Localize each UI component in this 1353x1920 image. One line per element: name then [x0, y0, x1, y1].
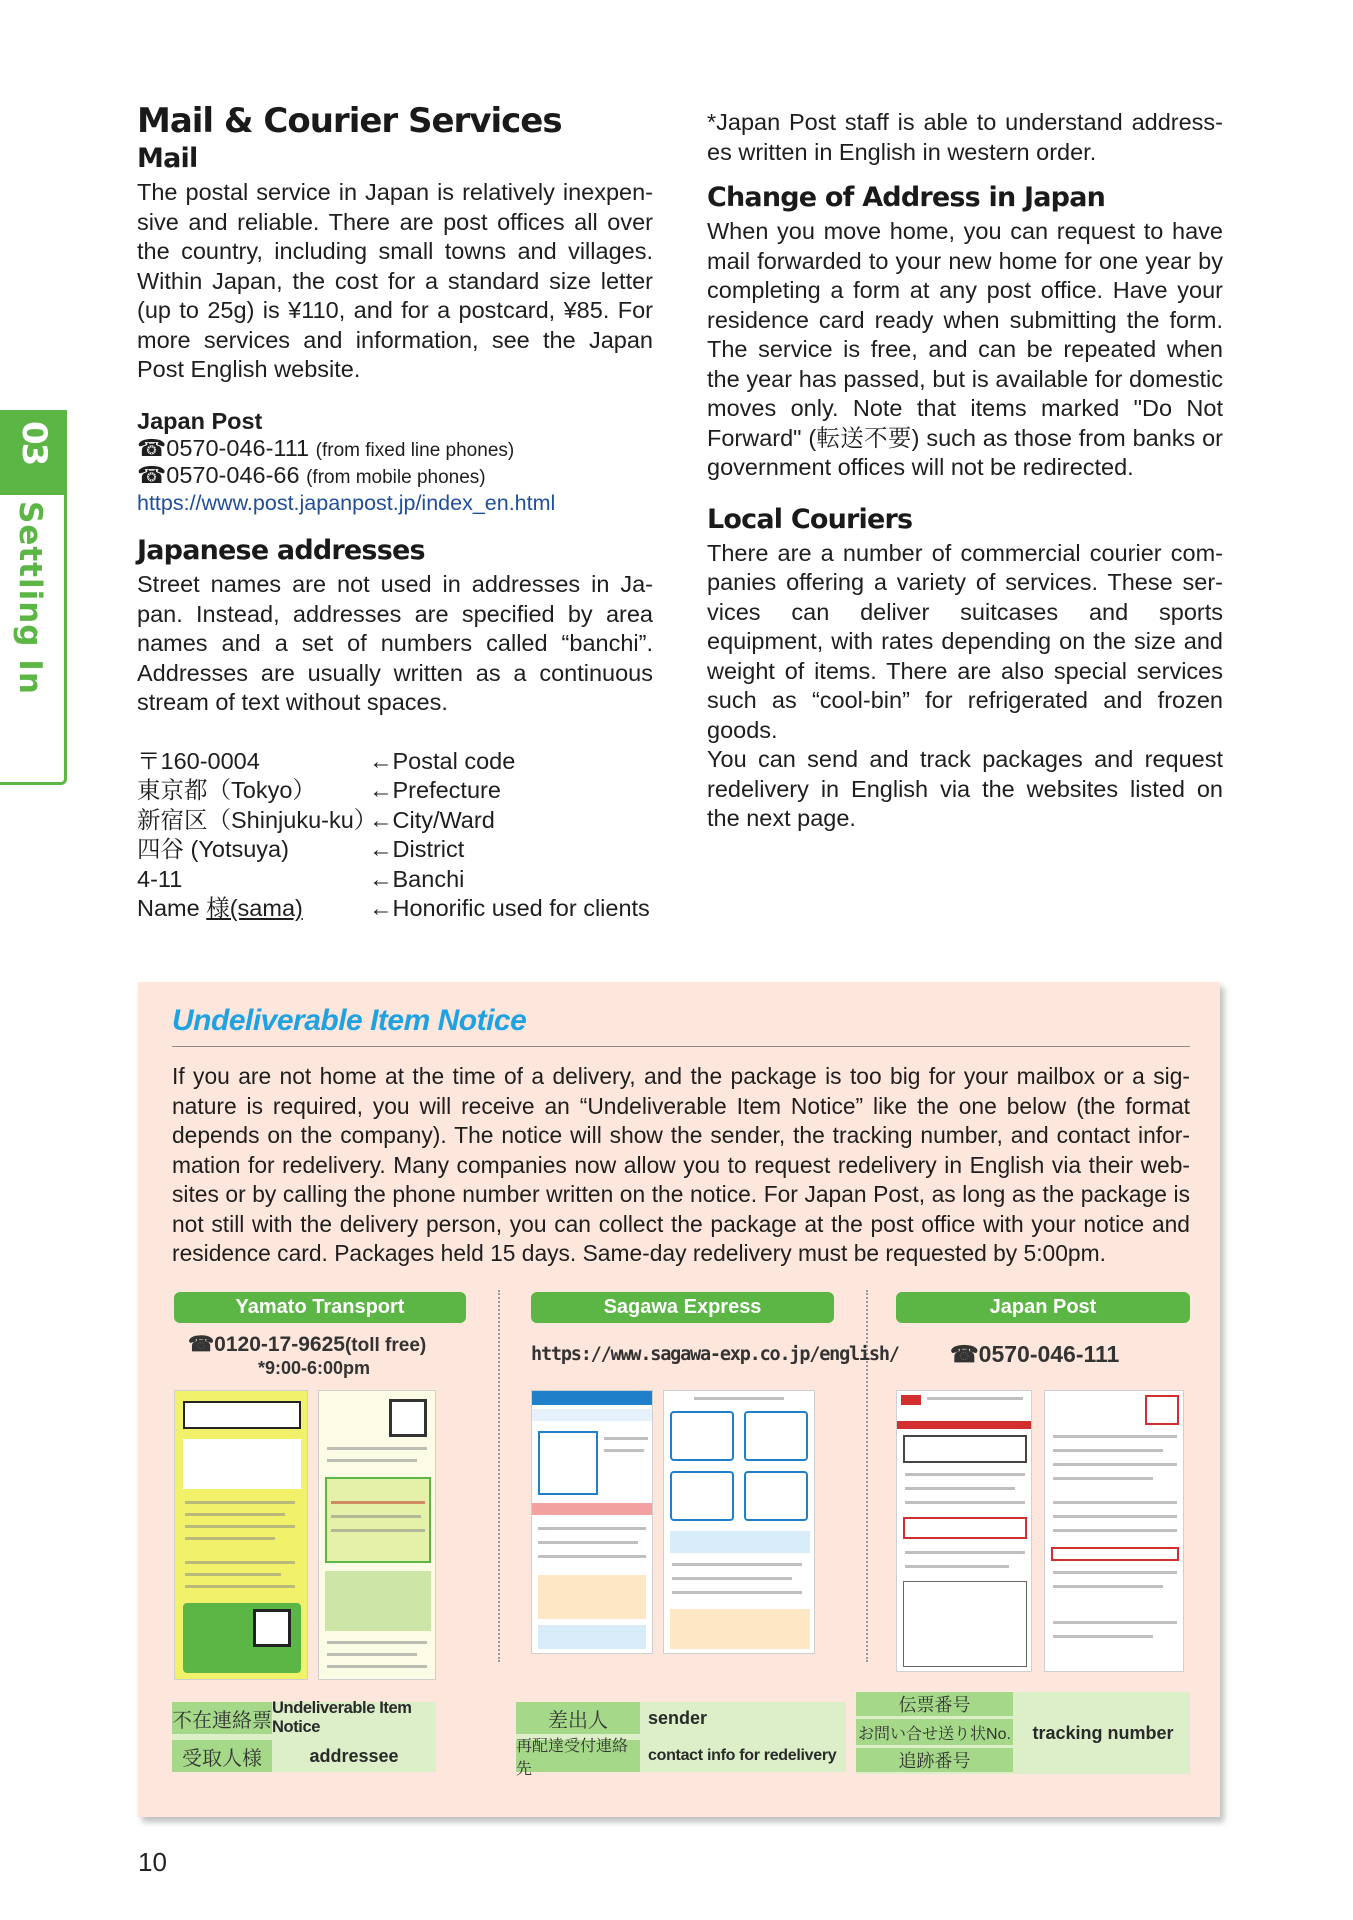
change-address-paragraph: When you move home, you can request to have mail forwarded to your new home for one year by completing a form at any post office. Have your residence card ready when submitting the form. The service is free, and can be repeated when the year has passed, but is available for domestic moves only. Note that items marked "Do Not Forward" (転送不要) such as those from banks or government offices will not be redirected. [707, 218, 1223, 480]
address-row [137, 894, 653, 924]
chapter-label: Settling In [12, 501, 48, 695]
legend-en-addressee: addressee [309, 1745, 399, 1766]
legend-jp-undeliverable: 不在連絡票 [172, 1702, 272, 1734]
change-address-heading: Change of Address in Japan [707, 182, 1106, 213]
right-column [707, 108, 1223, 834]
phone-fixed-line [137, 436, 653, 463]
address-part: 東京都（Tokyo） [137, 777, 316, 803]
phone-mobile-note: (from mobile phones) [306, 467, 486, 488]
sagawa-notice-back-image [663, 1390, 815, 1654]
address-part [137, 894, 369, 924]
couriers-paragraph-2: You can send and track packages and request redelivery in English via the websites listed on the next page. [707, 746, 1223, 831]
legend-jp-tracking-number: 追跡番号 [856, 1748, 1013, 1772]
mail-paragraph: The postal service in Japan is relatively inexpensive and reliable. There are post offices all over the country, including small towns and villages. Within Japan, the cost for a standard size letter (up to 25g) is ¥110, and for a postcard, ¥85. For more services and information, see the Japan Post English website. [137, 179, 653, 382]
legend-en-redelivery: contact info for redelivery [648, 1747, 837, 1764]
japan-post-notice-front-image [896, 1390, 1032, 1672]
english-address-note: *Japan Post staff is able to understand addresses written in English in western order. [707, 109, 1223, 165]
legend-jp-redelivery: 再配達受付連絡先 [516, 1740, 640, 1772]
address-part-meaning: ←Prefecture [369, 777, 501, 803]
undeliverable-notice-box [138, 982, 1220, 1817]
notice-title: Undeliverable Item Notice [172, 1004, 527, 1037]
mail-heading: Mail [137, 143, 198, 174]
phone-mobile-line [137, 463, 653, 490]
address-row [137, 865, 653, 895]
japan-post-notice-back-image [1044, 1390, 1184, 1672]
address-part-meaning: ←Honorific used for clients [369, 895, 650, 921]
address-row [137, 835, 653, 865]
chapter-number: 03 [14, 421, 54, 465]
japan-post-label: Japan Post [137, 407, 263, 434]
address-part: 新宿区（Shinjuku-ku） [137, 806, 378, 833]
address-part: 〒160-0004 [137, 747, 260, 774]
yamato-phone: ☎0120-17-9625 [188, 1333, 345, 1356]
page-number: 10 [138, 1847, 167, 1877]
address-part: 4-11 [137, 865, 183, 892]
legend-jp-sender: 差出人 [516, 1702, 640, 1734]
address-row [137, 806, 653, 836]
company-label-yamato: Yamato Transport [174, 1292, 466, 1323]
address-part-meaning: ←District [369, 836, 465, 862]
legend-en-sender: sender [648, 1707, 708, 1728]
notice-divider [172, 1046, 1190, 1047]
honorific-sama: 様(sama) [206, 895, 303, 921]
address-part-meaning: ←Banchi [369, 865, 465, 892]
address-row [137, 747, 653, 777]
company-label-sagawa: Sagawa Express [531, 1292, 834, 1323]
japan-post-link[interactable]: https://www.post.japanpost.jp/index_en.html [137, 491, 556, 515]
column-divider [498, 1290, 500, 1662]
yamato-toll-free: (toll free) [344, 1335, 427, 1356]
page-title: Mail & Courier Services [137, 101, 562, 141]
chapter-number-block [0, 413, 67, 495]
legend-jp-inquiry-number: お問い合せ送り状No. [856, 1719, 1013, 1745]
address-row [137, 776, 653, 806]
addresses-paragraph: Street names are not used in addresses in Japan. Instead, addresses are specified by area names and a set of numbers called “banchi”. Addresses are usually written as a continuous stream of text without spaces. [137, 571, 653, 715]
legend-en-undeliverable: Undeliverable Item Notice [272, 1699, 412, 1736]
address-example [137, 747, 653, 924]
company-label-japan-post: Japan Post [896, 1292, 1190, 1323]
legend-jp-addressee: 受取人様 [172, 1740, 272, 1772]
phone-mobile: ☎0570-046-66 [137, 462, 300, 488]
yamato-hours: *9:00-6:00pm [258, 1358, 371, 1378]
yamato-notice-front-image [174, 1390, 308, 1680]
couriers-paragraph: There are a number of commercial courier companies offering a variety of services. These services can deliver suitcases and sports equipment, with rates depending on the size and weight of items. There are also special services such as “cool-bin” for refrigerated and frozen goods. [707, 539, 1223, 743]
phone-fixed: ☎0570-046-111 [137, 435, 310, 461]
legend-en-tracking: tracking number [1032, 1722, 1174, 1743]
couriers-heading: Local Couriers [707, 503, 913, 535]
notice-paragraph: If you are not home at the time of a delivery, and the package is too big for your mailbox or a signature is required, you will receive an “Undeliverable Item Notice” like the one below (the format depends on the company). The notice will show the sender, the tracking number, and contact information for redelivery. Many companies now allow you to request redelivery in English via their websites or by calling the phone number written on the notice. For Japan Post, as long as the package is not still with the delivery person, you can collect the package at the post office with your notice and residence card. Packages held 15 days. Same-day redelivery must be requested by 5:00pm. [172, 1063, 1190, 1266]
yamato-notice-back-image [318, 1390, 436, 1680]
address-part-meaning: ←Postal code [369, 747, 516, 774]
japan-post-phone: ☎0570-046-111 [950, 1341, 1120, 1367]
address-part-meaning: ←City/Ward [369, 806, 495, 833]
chapter-tab [0, 410, 67, 785]
yamato-contact [188, 1332, 426, 1357]
sagawa-notice-front-image [531, 1390, 653, 1654]
addresses-heading: Japanese addresses [137, 535, 425, 566]
legend-jp-slip-number: 伝票番号 [856, 1692, 1013, 1716]
sagawa-url[interactable]: https://www.sagawa-exp.co.jp/english/ [531, 1344, 899, 1365]
left-column [137, 100, 653, 924]
name-prefix: Name [137, 895, 207, 921]
phone-fixed-note: (from fixed line phones) [315, 440, 515, 461]
address-part: 四谷 (Yotsuya) [137, 836, 289, 862]
